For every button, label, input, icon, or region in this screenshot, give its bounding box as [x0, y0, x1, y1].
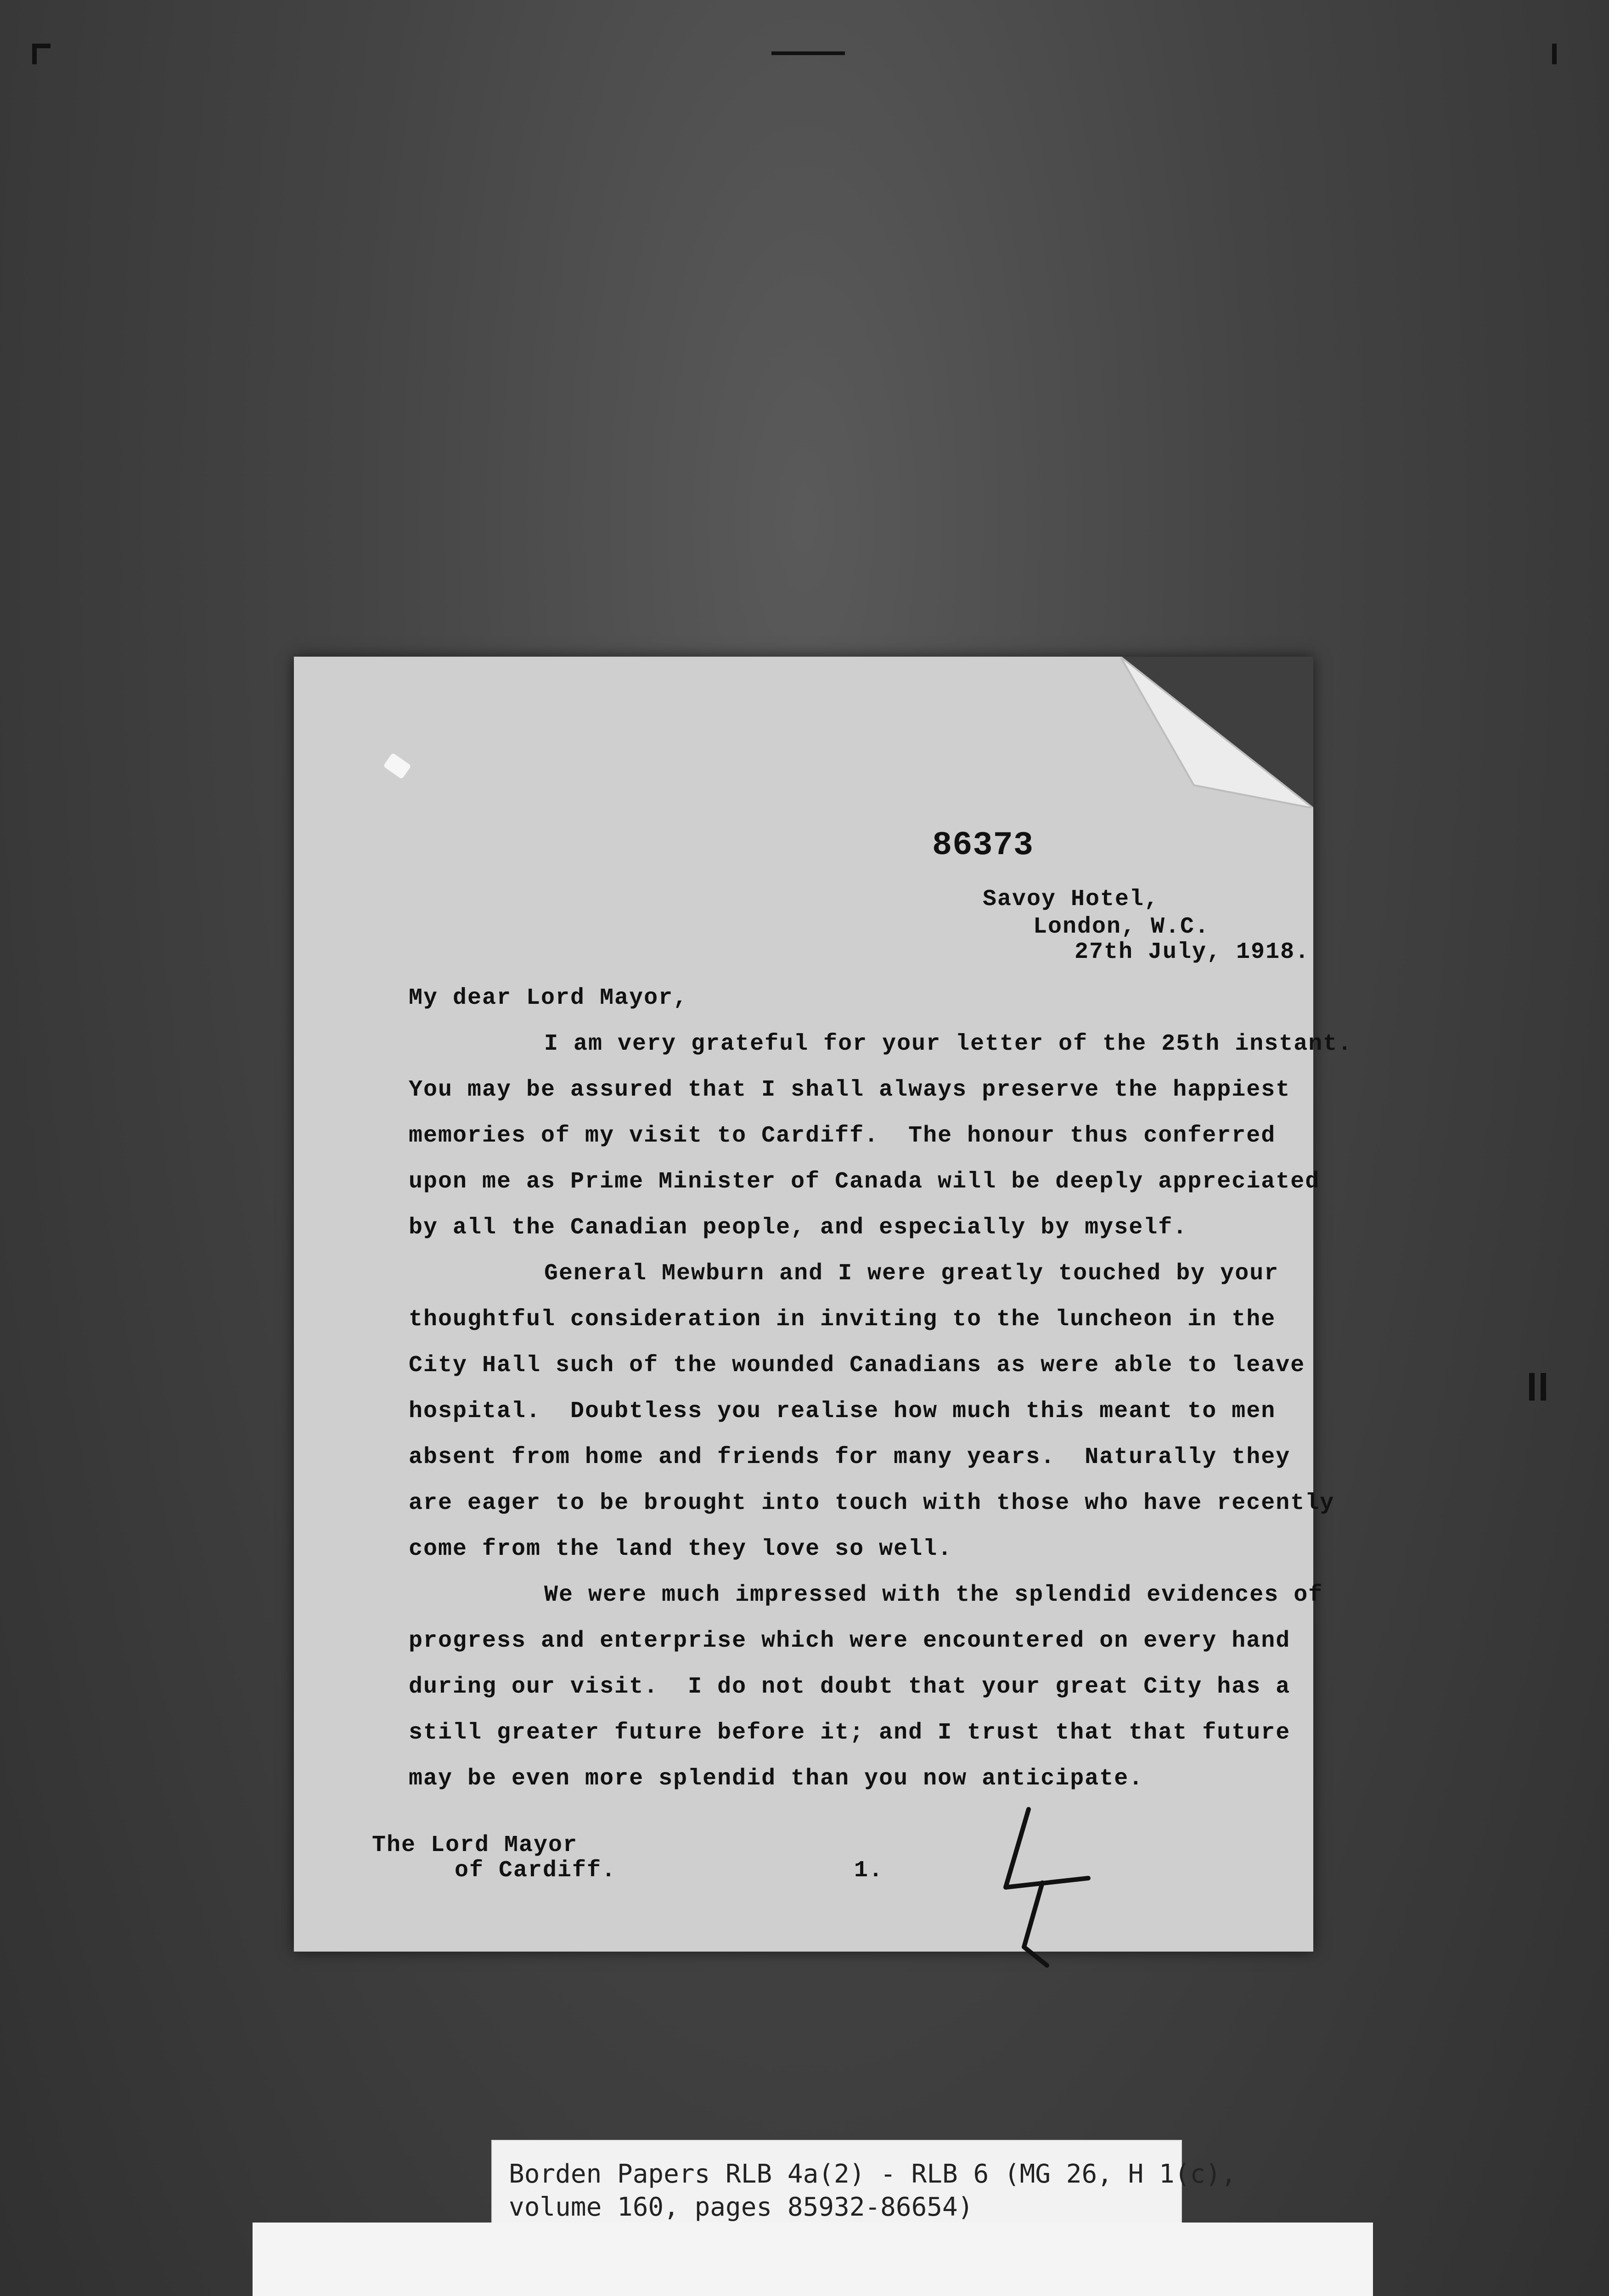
- folded-page-corner: [1120, 657, 1313, 808]
- body-line: still greater future before it; and I trust that that future: [409, 1720, 1291, 1746]
- body-line: may be even more splendid than you now anticipate.: [409, 1766, 1144, 1792]
- recipient-line-2: of Cardiff.: [455, 1857, 617, 1884]
- letter-page: [294, 657, 1353, 1952]
- body-line: thoughtful consideration in inviting to the luncheon in the: [409, 1306, 1276, 1333]
- body-line: are eager to be brought into touch with those who have recently: [409, 1490, 1335, 1516]
- frame-corner-mark-top-right: [1552, 44, 1557, 64]
- body-line: absent from home and friends for many years. Naturally they: [409, 1444, 1291, 1470]
- body-line: General Mewburn and I were greatly touched by your: [544, 1261, 1279, 1287]
- body-line: hospital. Doubtless you realise how much this meant to men: [409, 1398, 1276, 1424]
- body-line: by all the Canadian people, and especially by myself.: [409, 1215, 1188, 1241]
- frame-top-rule: [771, 51, 845, 55]
- frame-side-mark-2: [1541, 1373, 1546, 1401]
- address-line-city: London, W.C.: [1033, 914, 1210, 940]
- salutation: My dear Lord Mayor,: [409, 985, 688, 1011]
- body-line: come from the land they love so well.: [409, 1536, 953, 1562]
- body-line: You may be assured that I shall always preserve the happiest: [409, 1077, 1291, 1103]
- body-line: upon me as Prime Minister of Canada will be deeply appreciated: [409, 1169, 1320, 1195]
- frame-corner-mark-top-left-h: [32, 44, 51, 48]
- body-line: We were much impressed with the splendid evidences of: [544, 1582, 1323, 1608]
- archive-label-card: [253, 2223, 1373, 2296]
- signature-initial: [973, 1791, 1139, 1975]
- page-number: 1.: [854, 1857, 884, 1884]
- reference-line-1: Borden Papers RLB 4a(2) - RLB 6 (MG 26, H 1(c),: [509, 2159, 1237, 2189]
- body-line: during our visit. I do not doubt that your great City has a: [409, 1674, 1291, 1700]
- frame-side-mark: [1529, 1373, 1535, 1401]
- letter-date: 27th July, 1918.: [1075, 939, 1310, 965]
- body-line: progress and enterprise which were encountered on every hand: [409, 1628, 1291, 1654]
- body-line: City Hall such of the wounded Canadians as were able to leave: [409, 1352, 1305, 1379]
- recipient-line-1: The Lord Mayor: [372, 1832, 578, 1858]
- document-number: 86373: [932, 827, 1034, 864]
- punch-mark: [383, 753, 411, 779]
- address-line-hotel: Savoy Hotel,: [983, 886, 1159, 912]
- reference-line-2: volume 160, pages 85932-86654): [509, 2192, 973, 2222]
- body-line: I am very grateful for your letter of the 25th instant.: [544, 1031, 1353, 1057]
- body-line: memories of my visit to Cardiff. The honour thus conferred: [409, 1123, 1276, 1149]
